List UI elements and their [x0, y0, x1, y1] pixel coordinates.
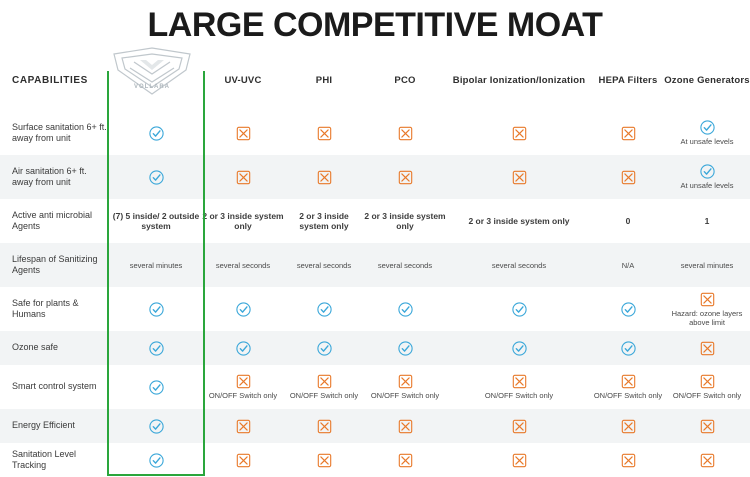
cell-value: [446, 331, 592, 365]
cell-value: [364, 443, 446, 477]
cell-value: [284, 287, 364, 331]
cell-value: [202, 243, 284, 287]
cross-icon: [236, 374, 251, 389]
check-icon: [700, 120, 715, 135]
cell-value: [664, 409, 750, 443]
cell-value: [592, 287, 664, 331]
cell-note: ON/OFF Switch only: [593, 391, 663, 400]
cross-icon: [700, 292, 715, 307]
check-icon: [700, 164, 715, 179]
cell-value: [110, 243, 202, 287]
cell-value: [592, 365, 664, 409]
column-header-bipolar: Bipolar Ionization/Ionization: [452, 74, 586, 86]
table-row: [0, 443, 750, 477]
table-row: [0, 199, 750, 243]
check-icon: [149, 341, 164, 356]
cell-value: [364, 243, 446, 287]
cell-value: [202, 443, 284, 477]
cell-value: [664, 155, 750, 199]
cell-value: [664, 287, 750, 331]
row-label: Safe for plants & Humans: [12, 297, 79, 319]
check-icon: [317, 302, 332, 317]
check-icon: [149, 302, 164, 317]
check-icon: [512, 302, 527, 317]
cross-icon: [236, 419, 251, 434]
cell-value: [110, 199, 202, 243]
cell-text: several seconds: [296, 260, 352, 270]
cross-icon: [317, 374, 332, 389]
cell-value: [664, 111, 750, 155]
page-title: LARGE COMPETITIVE MOAT: [147, 6, 603, 44]
cross-icon: [512, 419, 527, 434]
cell-value: [284, 443, 364, 477]
cross-icon: [512, 126, 527, 141]
cross-icon: [398, 170, 413, 185]
cell-value: [284, 409, 364, 443]
cell-value: [664, 443, 750, 477]
cell-value: [446, 443, 592, 477]
cell-value: [110, 331, 202, 365]
cell-value: [284, 365, 364, 409]
column-header-phi: PHI: [315, 74, 333, 86]
cell-note: Hazard: ozone layers above limit: [671, 308, 743, 327]
cell-text: several seconds: [215, 260, 271, 270]
cell-value: [202, 199, 284, 243]
cross-icon: [700, 341, 715, 356]
cell-value: [202, 331, 284, 365]
cell-value: [446, 199, 592, 243]
cross-icon: [398, 126, 413, 141]
cross-icon: [317, 419, 332, 434]
check-icon: [398, 302, 413, 317]
cross-icon: [398, 453, 413, 468]
cell-text: 2 or 3 inside system only: [364, 210, 446, 231]
check-icon: [236, 341, 251, 356]
column-header-pco: PCO: [394, 74, 416, 86]
cell-value: [592, 331, 664, 365]
table-row: [0, 365, 750, 409]
comparison-table: [0, 49, 750, 477]
cell-value: [364, 111, 446, 155]
cell-note: At unsafe levels: [680, 181, 734, 190]
table-head: [0, 49, 750, 111]
cell-value: [592, 243, 664, 287]
cell-value: [364, 365, 446, 409]
cross-icon: [512, 170, 527, 185]
cell-value: [110, 365, 202, 409]
check-icon: [317, 341, 332, 356]
cross-icon: [700, 374, 715, 389]
table-row: [0, 243, 750, 287]
cell-note: ON/OFF Switch only: [484, 391, 554, 400]
cross-icon: [317, 453, 332, 468]
column-header-hepa: HEPA Filters: [598, 74, 658, 86]
cell-text: several minutes: [680, 260, 734, 270]
cell-value: [284, 155, 364, 199]
cell-text: several seconds: [491, 260, 547, 270]
cell-value: [364, 155, 446, 199]
cell-value: [110, 409, 202, 443]
cell-text: several minutes: [129, 260, 183, 270]
cross-icon: [621, 419, 636, 434]
cell-text: several seconds: [377, 260, 433, 270]
cell-value: [110, 155, 202, 199]
cross-icon: [700, 419, 715, 434]
cross-icon: [621, 374, 636, 389]
logo-caption: VOLLARA: [134, 84, 170, 90]
cell-value: [110, 443, 202, 477]
cell-value: [592, 409, 664, 443]
column-header-capabilities: CAPABILITIES: [12, 74, 88, 86]
table-row: [0, 111, 750, 155]
check-icon: [149, 126, 164, 141]
cell-value: [592, 443, 664, 477]
cross-icon: [317, 126, 332, 141]
cell-value: [202, 287, 284, 331]
header-row: [0, 49, 750, 111]
cell-value: [110, 111, 202, 155]
cell-value: [284, 199, 364, 243]
cell-value: [202, 111, 284, 155]
table-row: [0, 331, 750, 365]
cell-value: [364, 409, 446, 443]
row-label: Surface sanitation 6+ ft. away from unit: [12, 121, 107, 143]
cell-value: [592, 155, 664, 199]
cell-value: [284, 243, 364, 287]
cell-value: [592, 111, 664, 155]
cell-note: ON/OFF Switch only: [289, 391, 359, 400]
column-header-ozone: Ozone Generators: [664, 74, 750, 86]
row-label: Air sanitation 6+ ft. away from unit: [12, 165, 87, 187]
check-icon: [236, 302, 251, 317]
cell-text: 1: [704, 215, 710, 226]
cell-value: [364, 199, 446, 243]
cell-note: ON/OFF Switch only: [370, 391, 440, 400]
cell-note: ON/OFF Switch only: [672, 391, 742, 400]
cross-icon: [236, 126, 251, 141]
cell-text: (7) 5 inside/ 2 outside system: [112, 210, 200, 231]
cell-value: [202, 365, 284, 409]
row-label: Lifespan of Sanitizing Agents: [12, 253, 98, 275]
cell-value: [364, 331, 446, 365]
row-label: Smart control system: [12, 381, 97, 392]
column-header-vollara: [110, 49, 202, 111]
row-label: Energy Efficient: [12, 420, 75, 431]
cross-icon: [621, 170, 636, 185]
column-header-uv-uvc: UV-UVC: [224, 74, 262, 86]
table-body: [0, 111, 750, 477]
cell-value: [364, 287, 446, 331]
cell-value: [284, 111, 364, 155]
cross-icon: [398, 419, 413, 434]
table-row: [0, 409, 750, 443]
cell-value: [446, 409, 592, 443]
check-icon: [398, 341, 413, 356]
check-icon: [149, 419, 164, 434]
cell-value: [664, 243, 750, 287]
cell-value: [446, 155, 592, 199]
cell-value: [202, 409, 284, 443]
check-icon: [512, 341, 527, 356]
cell-value: [446, 243, 592, 287]
cross-icon: [236, 170, 251, 185]
cell-text: 2 or 3 inside system only: [202, 210, 284, 231]
cell-value: [446, 365, 592, 409]
cross-icon: [512, 374, 527, 389]
row-label: Ozone safe: [12, 342, 59, 353]
cross-icon: [236, 453, 251, 468]
check-icon: [621, 341, 636, 356]
cell-text: 0: [625, 215, 631, 226]
cell-text: N/A: [621, 260, 635, 270]
cell-value: [284, 331, 364, 365]
table-row: [0, 155, 750, 199]
check-icon: [149, 453, 164, 468]
cell-value: [664, 199, 750, 243]
cell-value: [664, 331, 750, 365]
cell-value: [446, 287, 592, 331]
cross-icon: [317, 170, 332, 185]
cell-text: 2 or 3 inside system only: [468, 215, 570, 226]
check-icon: [621, 302, 636, 317]
cell-value: [592, 199, 664, 243]
cell-note: At unsafe levels: [680, 137, 734, 146]
cell-text: 2 or 3 inside system only: [299, 210, 349, 231]
cell-value: [110, 287, 202, 331]
cross-icon: [621, 453, 636, 468]
cell-value: [664, 365, 750, 409]
check-icon: [149, 170, 164, 185]
cross-icon: [621, 126, 636, 141]
table-row: [0, 287, 750, 331]
row-label: Sanitation Level Tracking: [12, 448, 77, 470]
cross-icon: [512, 453, 527, 468]
cell-value: [446, 111, 592, 155]
cross-icon: [700, 453, 715, 468]
row-label: Active anti microbial Agents: [12, 209, 93, 231]
cross-icon: [398, 374, 413, 389]
cell-note: ON/OFF Switch only: [208, 391, 278, 400]
check-icon: [149, 380, 164, 395]
cell-value: [202, 155, 284, 199]
